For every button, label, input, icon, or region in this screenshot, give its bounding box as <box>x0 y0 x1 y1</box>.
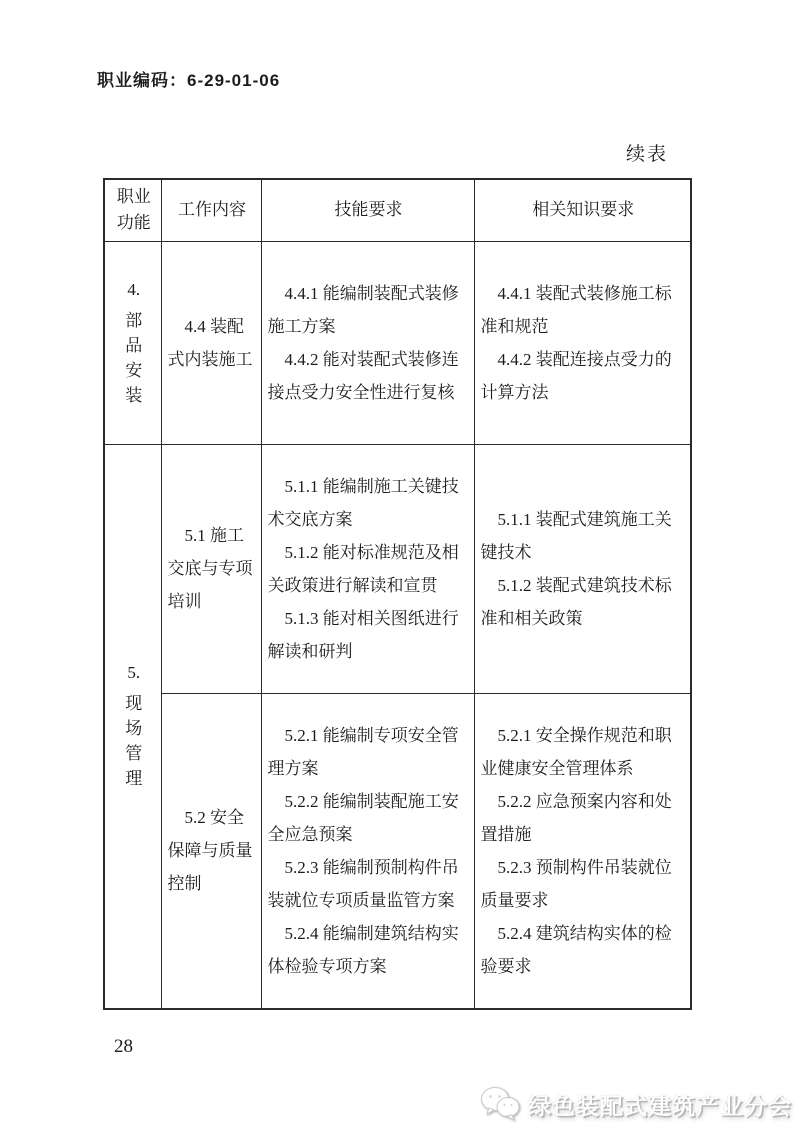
knowledge-item: 5.1.1 装配式建筑施工关键技术 <box>480 509 672 562</box>
function-char: 场 <box>125 719 143 739</box>
table-row-5-1 <box>104 444 691 693</box>
knowledge-item: 5.2.3 预制构件吊装就位质量要求 <box>480 857 672 910</box>
work-content-text: 4.4 装配式内装施工 <box>167 316 253 369</box>
header-cell-knowledge: 相关知识要求 <box>474 179 691 241</box>
function-char: 管 <box>125 744 143 764</box>
knowledge-item: 4.4.1 装配式装修施工标准和规范 <box>480 283 672 336</box>
skills-cell-5-1 <box>261 444 474 693</box>
table-header-row <box>104 179 691 241</box>
occupation-standard-table <box>103 178 692 1010</box>
wechat-account-name: 绿色装配式建筑产业分会 <box>528 1092 792 1119</box>
knowledge-item: 5.1.2 装配式建筑技术标准和相关政策 <box>480 575 672 628</box>
occupation-code: 职业编码：6-29-01-06 <box>97 71 281 90</box>
skill-item: 4.4.2 能对装配式装修连接点受力安全性进行复核 <box>267 349 459 402</box>
function-char: 装 <box>125 385 143 405</box>
table-row-4 <box>104 241 691 444</box>
function-char: 品 <box>125 335 143 355</box>
work-content-text: 5.1 施工交底与专项培训 <box>167 526 253 611</box>
work-content-text: 5.2 安全保障与质量控制 <box>167 808 253 894</box>
knowledge-item: 5.2.2 应急预案内容和处置措施 <box>480 791 672 844</box>
skill-item: 5.2.3 能编制预制构件吊装就位专项质量监管方案 <box>267 857 459 910</box>
skill-item: 5.1.2 能对标准规范及相关政策进行解读和宣贯 <box>267 542 459 595</box>
function-char: 安 <box>125 360 143 380</box>
skill-item: 5.2.1 能编制专项安全管理方案 <box>267 725 459 778</box>
skill-item: 5.2.4 能编制建筑结构实体检验专项方案 <box>267 923 459 976</box>
skills-cell-5-2 <box>261 693 474 1009</box>
header-cell-skills: 技能要求 <box>261 179 474 241</box>
function-char: 理 <box>125 769 143 789</box>
skill-item: 5.1.1 能编制施工关键技术交底方案 <box>267 476 459 529</box>
function-cell-5 <box>104 444 161 1009</box>
knowledge-cell-5-2 <box>474 693 691 1009</box>
knowledge-item: 5.2.1 安全操作规范和职业健康安全管理体系 <box>480 725 672 778</box>
skill-item: 5.1.3 能对相关图纸进行解读和研判 <box>267 608 459 661</box>
header-cell-function <box>104 179 161 241</box>
knowledge-item: 5.2.4 建筑结构实体的检验要求 <box>480 923 672 976</box>
wechat-watermark <box>479 1082 792 1126</box>
header-cell-work-content: 工作内容 <box>161 179 261 241</box>
work-content-cell-4-4 <box>161 241 261 444</box>
function-number: 5. <box>127 663 141 683</box>
function-cell-4 <box>104 241 161 444</box>
knowledge-cell-5-1 <box>474 444 691 693</box>
skill-item: 4.4.1 能编制装配式装修施工方案 <box>267 283 459 336</box>
knowledge-item: 4.4.2 装配连接点受力的计算方法 <box>480 349 672 402</box>
skills-cell-4-4 <box>261 241 474 444</box>
header-function-line2: 功能 <box>116 213 151 233</box>
skill-item: 5.2.2 能编制装配施工安全应急预案 <box>267 791 459 844</box>
continued-table-label: 续表 <box>625 144 668 165</box>
function-number: 4. <box>127 279 141 299</box>
function-char: 现 <box>125 694 143 714</box>
wechat-logo-icon <box>479 1086 521 1122</box>
function-char: 部 <box>125 310 143 330</box>
header-function-line1: 职业 <box>116 187 151 207</box>
table-row-5-2 <box>104 693 691 1009</box>
knowledge-cell-4-4 <box>474 241 691 444</box>
page-number: 28 <box>114 1036 133 1057</box>
work-content-cell-5-2 <box>161 693 261 1009</box>
work-content-cell-5-1 <box>161 444 261 693</box>
